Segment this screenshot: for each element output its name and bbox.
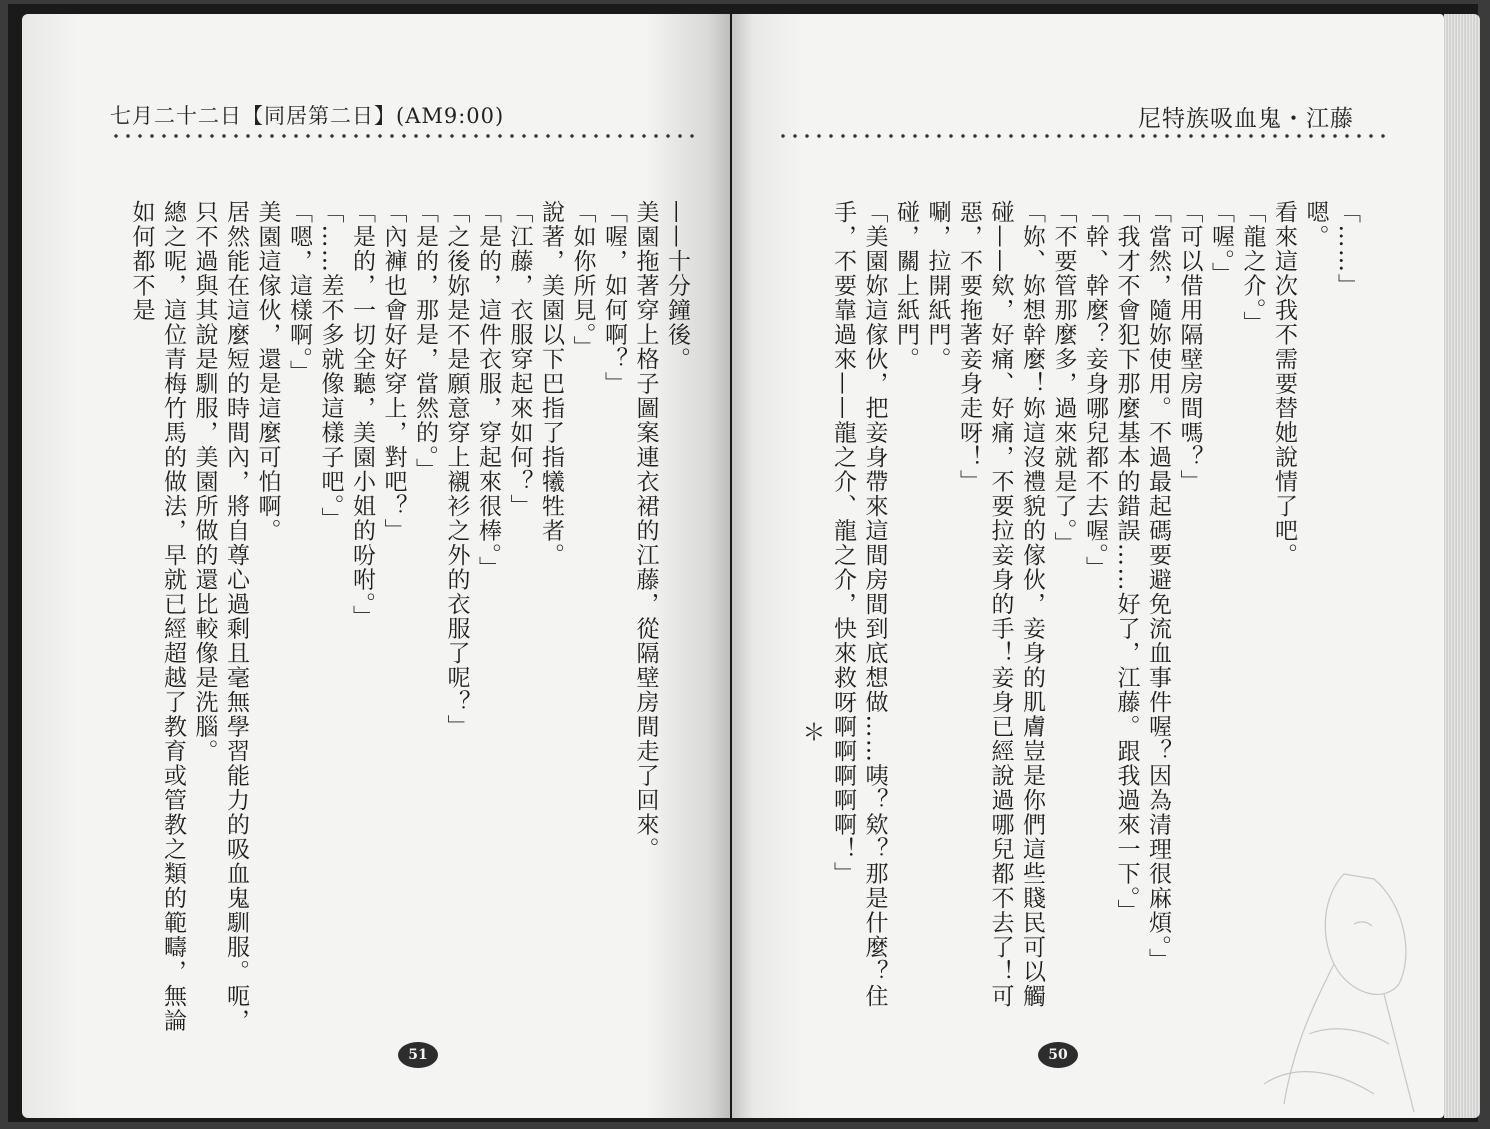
paragraph: 「是的，那是，當然的。」 [412,200,438,483]
paragraph: 說著，美園以下巴指了指犧牲者。 [538,200,564,568]
paragraph: 「美園妳這傢伙，把妾身帶來這間房間到底想做……咦？欸？那是什麼？住手，不要靠過來——龍之介、龍之介，快來救呀啊啊啊啊啊！」 [830,200,888,1009]
paragraph: 「之後妳是不是願意穿上襯衫之外的衣服了呢？」 [443,200,470,739]
paragraph: 碰，關上紙門。 [893,200,919,372]
paragraph: 看來這次我不需要替她說情了吧。 [1271,200,1297,568]
paragraph: 「我才不會犯下那麼基本的錯誤……好了，江藤。跟我過來一下。」 [1113,200,1140,924]
paragraph: 「不要管那麼多，過來就是了。」 [1050,200,1077,556]
paragraph: 「妳、妳想幹麼！妳這沒禮貌的傢伙，妾身的肌膚豈是你們這些賤民可以觸碰——欸，好痛、好痛，不要拉妾身的手！妾身已經說過哪兒都不去了！可惡，不要拖著妾身走呀！」 [956,200,1045,1009]
paragraph: 「江藤，衣服穿起來如何？」 [506,200,533,519]
paragraph: 「是的，一切全聽，美園小姐的吩咐。」 [349,200,375,630]
header-dotted-rule [777,134,1387,138]
right-page [732,14,1444,1118]
paragraph: 嗯。 [1302,200,1329,249]
paragraph: 「……差不多就像這樣子吧。」 [317,200,344,532]
page-number: 51 [398,1042,438,1068]
left-page [22,14,730,1118]
paragraph: 「幹、幹麼？妾身哪兒都不去喔。」 [1082,200,1108,581]
paragraph: 「嗯，這樣啊。」 [286,200,312,385]
paragraph: 居然能在這麼短的時間內，將自尊心過剩且毫無學習能力的吸血鬼馴服。呃，只不過與其說是馴服，美園所做的還比較像是洗腦。 [191,200,249,1033]
paragraph: 「是的，這件衣服，穿起來很棒。」 [475,200,501,581]
paragraph: 「如你所見。」 [569,200,596,360]
section-break-asterisk: ＊ [798,720,825,745]
paragraph: ——十分鐘後。 [664,200,690,372]
paragraph: 「當然，隨妳使用。不過最起碼要避免流血事件喔？因為清理很麻煩。」 [1145,200,1171,973]
page-number: 50 [1038,1042,1078,1068]
left-page-header: 七月二十二日【同居第二日】(AM9:00) [110,104,505,128]
paragraph: 「喔。」 [1208,200,1234,287]
paragraph: 美園拖著穿上格子圖案連衣裙的江藤，從隔壁房間走了回來。 [632,200,659,862]
right-page-body [795,200,1362,1030]
paragraph: 總之呢，這位青梅竹馬的做法，早就已經超越了教育或管教之類的範疇，無論如何都不是 [128,200,186,1033]
paragraph: 「……」 [1334,200,1360,298]
header-dotted-rule [110,134,700,138]
book-spread [8,4,1478,1122]
paragraph: 「可以借用隔壁房間嗎？」 [1176,200,1203,494]
paragraph: 「內褲也會好好穿上，對吧？」 [380,200,407,543]
paragraph: 「喔，如何啊？」 [601,200,627,396]
page-edges [1444,14,1480,1118]
right-page-header: 尼特族吸血鬼・江藤 [1138,106,1354,132]
left-page-body [125,200,692,1040]
paragraph: 美園這傢伙，還是這麼可怕啊。 [254,200,281,543]
paragraph: 「龍之介。」 [1239,200,1266,336]
paragraph: 唰，拉開紙門。 [924,200,951,372]
